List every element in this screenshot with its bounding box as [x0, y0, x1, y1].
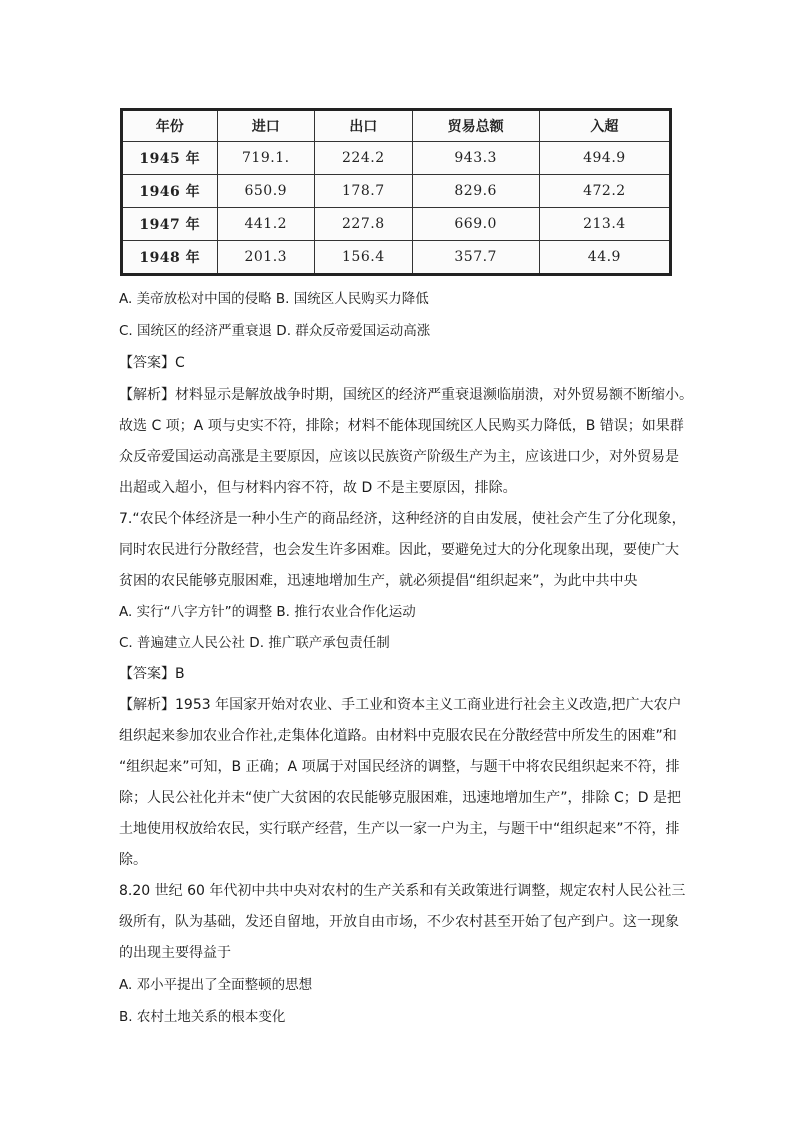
cell-year: 1946 年 — [122, 175, 218, 208]
cell-deficit: 213.4 — [539, 208, 670, 241]
cell-import: 719.1. — [217, 142, 315, 175]
cell-export: 178.7 — [315, 175, 413, 208]
cell-deficit: 44.9 — [539, 241, 670, 275]
q6-analysis-line: 众反帝爱国运动高涨是主要原因，应该以民族资产阶级生产为主，应该进口少，对外贸易是 — [119, 449, 679, 465]
table-header-row — [122, 110, 671, 142]
q7-stem-line: 同时农民进行分散经营，也会发生许多困难。因此，要避免过大的分化现象出现，要使广大 — [119, 542, 679, 558]
q7-answer: 【答案】B — [119, 666, 185, 682]
trade-table — [120, 108, 672, 276]
table-row — [122, 175, 671, 208]
q7-analysis-line: 组织起来参加农业合作社,走集体化道路。由材料中克服农民在分散经营中所发生的困难”和 — [119, 728, 677, 744]
q7-analysis-line: 除；人民公社化并未“使广大贫困的农民能够克服困难，迅速地增加生产”，排除 C；D 是把 — [119, 790, 681, 806]
cell-import: 650.9 — [217, 175, 315, 208]
q6-analysis-line: 【解析】材料显示是解放战争时期，国统区的经济严重衰退濒临崩溃，对外贸易额不断缩小。 — [119, 387, 693, 403]
trade-table-container — [120, 108, 672, 272]
cell-deficit: 494.9 — [539, 142, 670, 175]
header-trade-deficit: 入超 — [539, 110, 670, 142]
table-row — [122, 241, 671, 275]
header-import: 进口 — [217, 110, 315, 142]
cell-import: 441.2 — [217, 208, 315, 241]
cell-deficit: 472.2 — [539, 175, 670, 208]
q8-stem-line: 8.20 世纪 60 年代初中共中央对农村的生产关系和有关政策进行调整，规定农村人民公社三 — [119, 883, 686, 899]
q7-analysis-line: 【解析】1953 年国家开始对农业、手工业和资本主义工商业进行社会主义改造,把广大农户 — [119, 697, 682, 713]
q7-analysis-line: 土地使用权放给农民，实行联产经营，生产以一家一户为主，与题干中“组织起来”不符，排 — [119, 821, 680, 837]
cell-total: 357.7 — [412, 241, 539, 275]
q6-answer: 【答案】C — [119, 355, 185, 371]
cell-export: 224.2 — [315, 142, 413, 175]
cell-year: 1947 年 — [122, 208, 218, 241]
q8-option-b: B. 农村土地关系的根本变化 — [119, 1009, 286, 1025]
q6-options-ab: A. 美帝放松对中国的侵略 B. 国统区人民购买力降低 — [119, 291, 429, 307]
q6-options-cd: C. 国统区的经济严重衰退 D. 群众反帝爱国运动高涨 — [119, 323, 431, 339]
q6-analysis-line: 故选 C 项；A 项与史实不符，排除；材料不能体现国统区人民购买力降低，B 错误；如果群 — [119, 418, 684, 434]
q7-options-ab: A. 实行“八字方针”的调整 B. 推行农业合作化运动 — [119, 604, 416, 620]
header-export: 出口 — [315, 110, 413, 142]
q7-analysis-line: “组织起来”可知，B 正确；A 项属于对国民经济的调整，与题干中将农民组织起来不符，排 — [119, 759, 680, 775]
table-row — [122, 208, 671, 241]
header-total-trade: 贸易总额 — [412, 110, 539, 142]
cell-year: 1948 年 — [122, 241, 218, 275]
q7-analysis-line: 除。 — [119, 852, 147, 868]
q7-stem-line: 贫困的农民能够克服困难，迅速地增加生产，就必须提倡“组织起来”，为此中共中央 — [119, 573, 638, 589]
cell-import: 201.3 — [217, 241, 315, 275]
cell-export: 156.4 — [315, 241, 413, 275]
cell-total: 943.3 — [412, 142, 539, 175]
q7-options-cd: C. 普遍建立人民公社 D. 推广联产承包责任制 — [119, 635, 390, 651]
q8-option-a: A. 邓小平提出了全面整顿的思想 — [119, 977, 313, 993]
q7-stem-line: 7.“农民个体经济是一种小生产的商品经济，这种经济的自由发展，使社会产生了分化现象， — [119, 511, 686, 527]
cell-export: 227.8 — [315, 208, 413, 241]
header-year: 年份 — [122, 110, 218, 142]
q8-stem-line: 的出现主要得益于 — [119, 945, 231, 961]
cell-total: 669.0 — [412, 208, 539, 241]
cell-year: 1945 年 — [122, 142, 218, 175]
q6-analysis-line: 出超或入超小，但与材料内容不符，故 D 不是主要原因，排除。 — [119, 480, 517, 496]
cell-total: 829.6 — [412, 175, 539, 208]
table-row — [122, 142, 671, 175]
q8-stem-line: 级所有，队为基础，发还自留地，开放自由市场，不少农村甚至开始了包产到户。这一现象 — [119, 914, 679, 930]
